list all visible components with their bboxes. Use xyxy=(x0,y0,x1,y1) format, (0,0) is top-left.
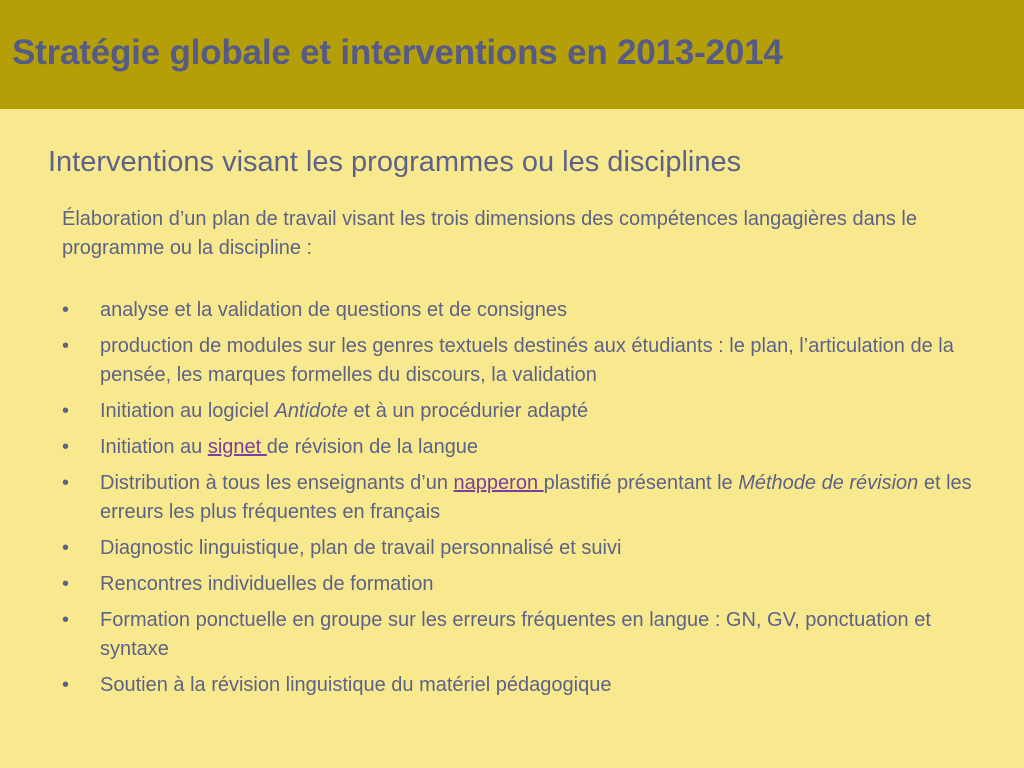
slide-title: Stratégie globale et interventions en 2013-2014 xyxy=(12,33,783,72)
slide-subtitle: Interventions visant les programmes ou les disciplines xyxy=(48,146,742,178)
title-band xyxy=(0,0,1024,109)
signet-link[interactable]: signet xyxy=(207,436,267,458)
list-item-text: Formation ponctuelle en groupe sur les erreurs fréquentes en langue : GN, GV, ponctuation et syntaxe xyxy=(100,609,931,660)
list-item-text: Initiation au xyxy=(100,436,208,458)
list-item xyxy=(62,606,972,664)
bullet-icon: • xyxy=(62,436,70,458)
bullet-icon: • xyxy=(62,609,70,631)
list-item-text: Initiation au logiciel xyxy=(100,400,275,422)
bullet-icon: • xyxy=(62,674,70,696)
list-item-text: Rencontres individuelles de formation xyxy=(100,573,434,595)
list-item-text: et à un procédurier adapté xyxy=(347,400,589,422)
bullet-icon: • xyxy=(62,573,70,595)
intro-paragraph: Élaboration d’un plan de travail visant les trois dimensions des compétences langagières dans le programme ou la discipline : xyxy=(62,208,917,259)
list-item-text: production de modules sur les genres textuels destinés aux étudiants : le plan, l’articulation de la pensée, les marques formelles du discours, la validation xyxy=(100,335,954,386)
list-item xyxy=(62,397,972,426)
bullet-icon: • xyxy=(62,472,70,494)
list-item-text: Diagnostic linguistique, plan de travail personnalisé et suivi xyxy=(100,537,622,559)
software-name: Antidote xyxy=(274,400,348,422)
napperon-link[interactable]: napperon xyxy=(453,472,544,494)
list-item xyxy=(62,534,972,563)
list-item-text: Distribution à tous les enseignants d’un xyxy=(100,472,454,494)
list-item-text: de révision de la langue xyxy=(266,436,479,458)
bullet-icon: • xyxy=(62,400,70,422)
list-item-text: Soutien à la révision linguistique du matériel pédagogique xyxy=(100,674,612,696)
list-item xyxy=(62,332,972,390)
intervention-list xyxy=(62,296,972,707)
list-item xyxy=(62,570,972,599)
list-item-text: et les erreurs les plus fréquentes en français xyxy=(100,472,972,523)
bullet-icon: • xyxy=(62,299,70,321)
list-item-text: plastifié présentant le xyxy=(543,472,739,494)
list-item xyxy=(62,671,972,700)
bullet-icon: • xyxy=(62,537,70,559)
bullet-icon: • xyxy=(62,335,70,357)
method-title: Méthode de révision xyxy=(738,472,919,494)
list-item-text: analyse et la validation de questions et de consignes xyxy=(100,299,567,321)
list-item xyxy=(62,469,972,527)
list-item xyxy=(62,433,972,462)
list-item xyxy=(62,296,972,325)
